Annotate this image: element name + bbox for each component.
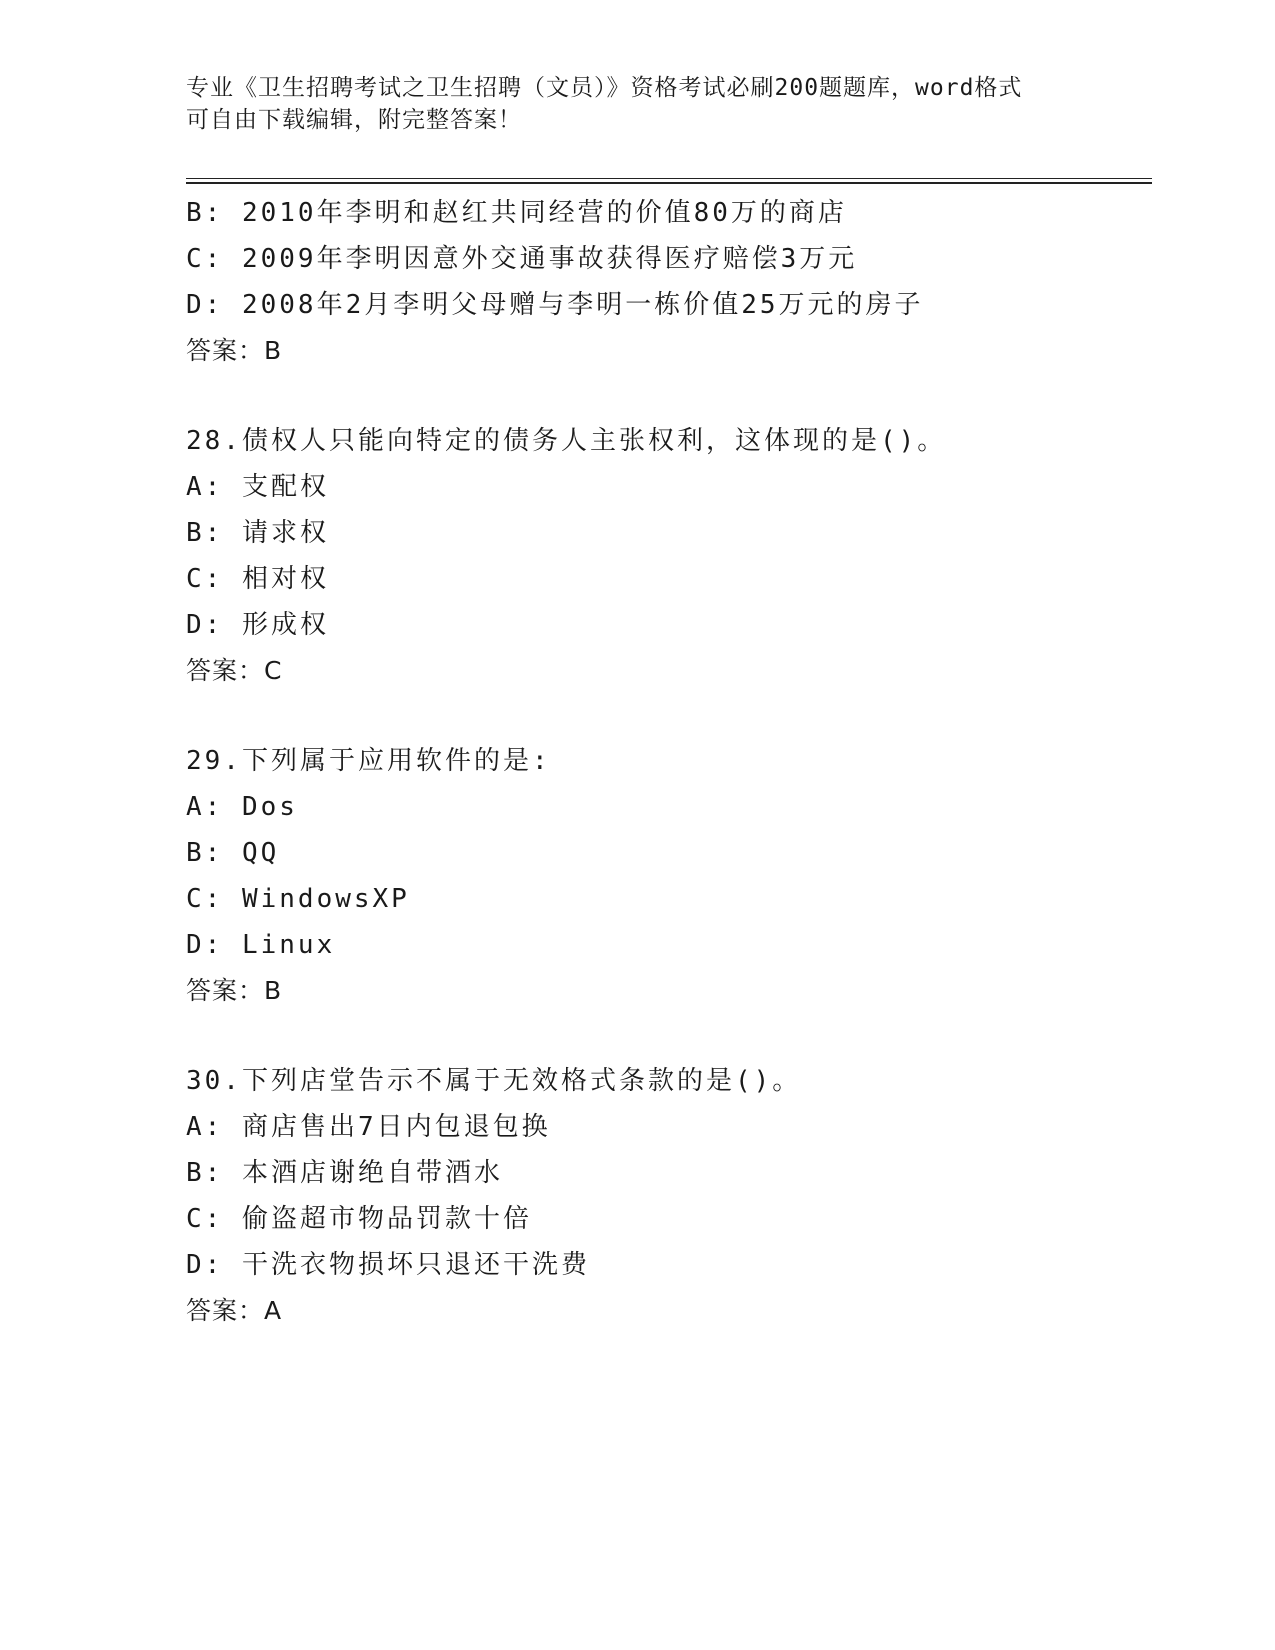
question-29 — [186, 738, 1146, 1014]
option-b: B: 本酒店谢绝自带酒水 — [186, 1158, 503, 1188]
option-b: B: QQ — [186, 838, 280, 868]
option-c: C: WindowsXP — [186, 884, 410, 914]
option-c: C: 相对权 — [186, 564, 329, 594]
spacer — [186, 694, 1146, 738]
option-b: B: 请求权 — [186, 518, 329, 548]
answer-line: 答案：B — [186, 976, 283, 1005]
option-d: D: 2008年2月李明父母赠与李明一栋价值25万元的房子 — [186, 290, 924, 320]
question-27-continued — [186, 190, 1146, 374]
option-d: D: 干洗衣物损坏只退还干洗费 — [186, 1250, 590, 1280]
question-stem: 28.债权人只能向特定的债务人主张权利，这体现的是()。 — [186, 426, 947, 456]
answer-line: 答案：A — [186, 1296, 283, 1325]
header-divider-thick — [186, 182, 1152, 184]
option-a: A: 商店售出7日内包退包换 — [186, 1112, 551, 1142]
option-c: C: 2009年李明因意外交通事故获得医疗赔偿3万元 — [186, 244, 858, 274]
answer-line: 答案：B — [186, 336, 283, 365]
option-a: A: Dos — [186, 792, 298, 822]
question-stem: 29.下列属于应用软件的是: — [186, 746, 551, 776]
option-a: A: 支配权 — [186, 472, 329, 502]
answer-line: 答案：C — [186, 656, 283, 685]
header-title-line-1: 专业《卫生招聘考试之卫生招聘（文员）》资格考试必刷200题题库，word格式 — [186, 75, 1023, 101]
header-title-line-2: 可自由下载编辑，附完整答案！ — [186, 107, 522, 133]
spacer — [186, 374, 1146, 418]
document-header — [186, 72, 1066, 136]
option-c: C: 偷盗超市物品罚款十倍 — [186, 1204, 532, 1234]
question-30 — [186, 1058, 1146, 1334]
header-divider-thin — [186, 178, 1152, 179]
question-28 — [186, 418, 1146, 694]
option-d: D: Linux — [186, 930, 336, 960]
question-list — [186, 190, 1146, 1334]
spacer — [186, 1014, 1146, 1058]
question-stem: 30.下列店堂告示不属于无效格式条款的是()。 — [186, 1066, 802, 1096]
option-d: D: 形成权 — [186, 610, 329, 640]
option-b: B: 2010年李明和赵红共同经营的价值80万的商店 — [186, 198, 847, 228]
